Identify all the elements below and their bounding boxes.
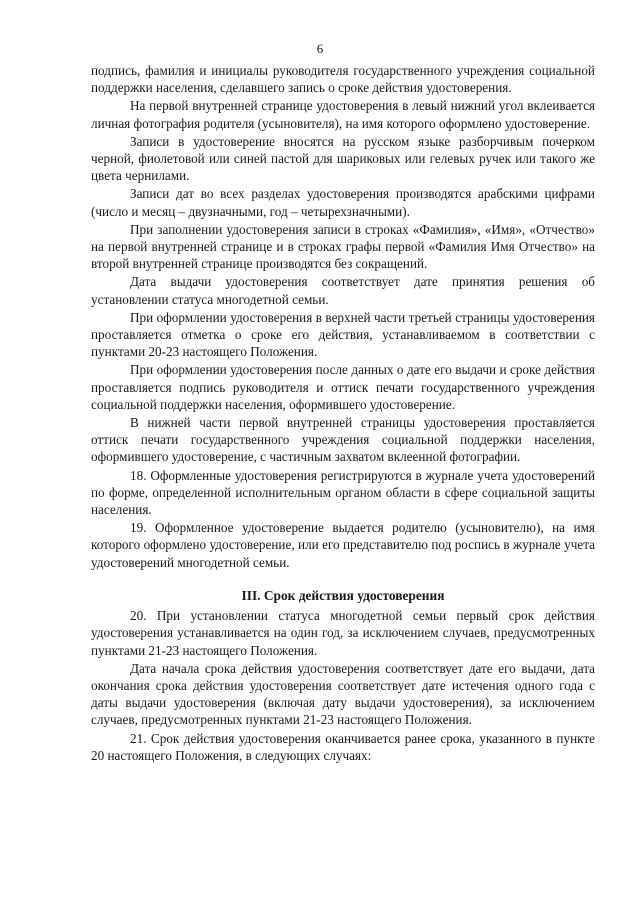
paragraph: 20. При установлении статуса многодетной семьи первый срок действия удостоверения устанавливается на один год, за исключением случаев, предусмотренных пунктами 21-23 настоящего Положения. — [91, 608, 595, 658]
paragraph: 19. Оформленное удостоверение выдается родителю (усыновителю), на имя которого оформлено удостоверение, или его представителю под роспись в журнале учета удостоверений многодетной семьи. — [91, 520, 595, 570]
section-heading: III. Срок действия удостоверения — [241, 587, 445, 603]
document-body — [91, 62, 595, 764]
paragraph: 18. Оформленные удостоверения регистрируются в журнале учета удостоверений по форме, определенной исполнительным органом области в сфере социальной защиты населения. — [91, 467, 595, 518]
paragraph: В нижней части первой внутренней страницы удостоверения проставляется оттиск печати государственного учреждения социальной поддержки населения, оформившего удостоверение, с частичным захватом вклеенной фотографии. — [91, 415, 595, 465]
paragraphs-after — [91, 607, 595, 764]
paragraph: Дата начала срока действия удостоверения соответствует дате его выдачи, дата окончания срока действия удостоверения соответствует дате истечения одного года с даты выдачи удостоверения (включая дату выдачи удостоверения), за исключением случаев, предусмотренных пунктами 21-23 настоящего Положения. — [91, 660, 595, 728]
paragraph: Записи в удостоверение вносятся на русском языке разборчивым почерком черной, фиолетовой или синей пастой для шариковых или гелевых ручек или такого же цвета чернилами. — [91, 133, 595, 184]
paragraph: подпись, фамилия и инициалы руководителя государственного учреждения социальной поддержки населения, сделавшего запись о сроке действия удостоверения. — [91, 63, 595, 96]
paragraph: Записи дат во всех разделах удостоверения производятся арабскими цифрами (число и месяц – двузначными, год – четырехзначными). — [91, 186, 595, 219]
paragraph: Дата выдачи удостоверения соответствует дате принятия решения об установлении статуса многодетной семьи. — [91, 274, 595, 307]
paragraph: На первой внутренней странице удостоверения в левый нижний угол вклеивается личная фотография родителя (усыновителя), на имя которого оформлено удостоверение. — [91, 98, 595, 131]
paragraph: При оформлении удостоверения в верхней части третьей страницы удостоверения проставляется отметка о сроке его действия, устанавливаемом в соответствии с пунктами 20-23 настоящего Положения. — [91, 309, 595, 360]
page-number: 6 — [316, 41, 324, 56]
paragraph: 21. Срок действия удостоверения оканчивается ранее срока, указанного в пункте 20 настоящего Положения, в следующих случаях: — [91, 730, 595, 763]
paragraph: При заполнении удостоверения записи в строках «Фамилия», «Имя», «Отчество» на первой внутренней странице и в строках графы первой «Фамилия Имя Отчество» на второй внутренней странице производятся без сокращений. — [91, 221, 595, 272]
paragraphs-before — [91, 62, 595, 571]
paragraph: При оформлении удостоверения после данных о дате его выдачи и сроке действия проставляется подпись руководителя и оттиск печати государственного учреждения социальной поддержки населения, оформившего удостоверение. — [91, 362, 595, 412]
